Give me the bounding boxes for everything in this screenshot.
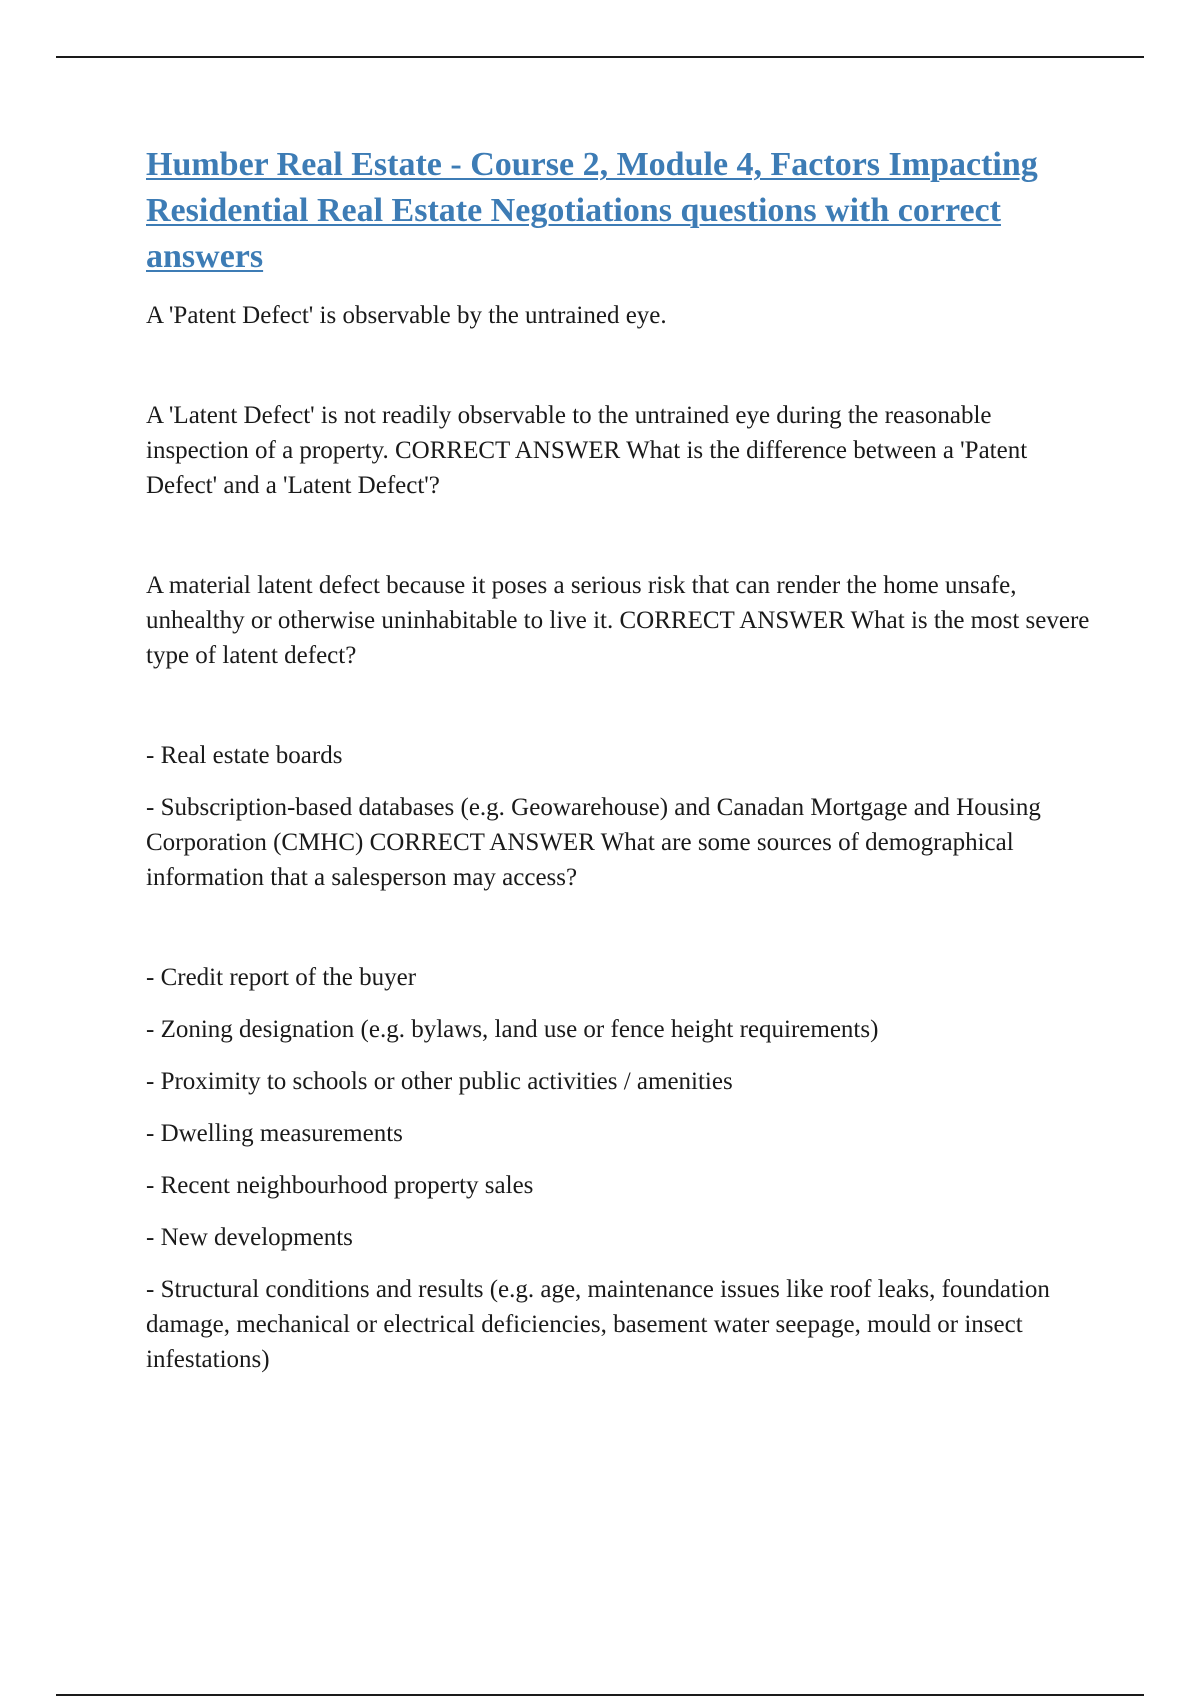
paragraph: A 'Patent Defect' is observable by the untrained eye. [146, 302, 667, 329]
list-item: - Zoning designation (e.g. bylaws, land use or fence height requirements) [146, 1016, 879, 1043]
list-item: - Subscription-based databases (e.g. Geowarehouse) and Canadan Mortgage and Housing Corporation (CMHC) CORRECT ANSWER What are some sources of demographical information that a salesperson may access? [146, 794, 1041, 891]
list-item: - New developments [146, 1224, 353, 1251]
list-item: - Real estate boards [146, 742, 343, 769]
document-title[interactable]: Humber Real Estate - Course 2, Module 4, Factors Impacting Residential Real Estate Negotiations questions with correct answers [146, 146, 1038, 275]
paragraph: A material latent defect because it poses a serious risk that can render the home unsafe, unhealthy or otherwise uninhabitable to live it. CORRECT ANSWER What is the most severe type of latent defect? [146, 572, 1090, 669]
list-item: - Recent neighbourhood property sales [146, 1172, 534, 1199]
list-item: - Credit report of the buyer [146, 964, 417, 991]
document-body [146, 142, 1096, 1377]
list-item: - Structural conditions and results (e.g. age, maintenance issues like roof leaks, foundation damage, mechanical or electrical deficiencies, basement water seepage, mould or insect infestations) [146, 1276, 1050, 1373]
list-item: - Proximity to schools or other public activities / amenities [146, 1068, 733, 1095]
bottom-rule [56, 1694, 1144, 1696]
top-rule [56, 56, 1144, 58]
paragraph: A 'Latent Defect' is not readily observable to the untrained eye during the reasonable inspection of a property. CORRECT ANSWER What is the difference between a 'Patent Defect' and a 'Latent Defect'? [146, 402, 1028, 499]
list-item: - Dwelling measurements [146, 1120, 403, 1147]
